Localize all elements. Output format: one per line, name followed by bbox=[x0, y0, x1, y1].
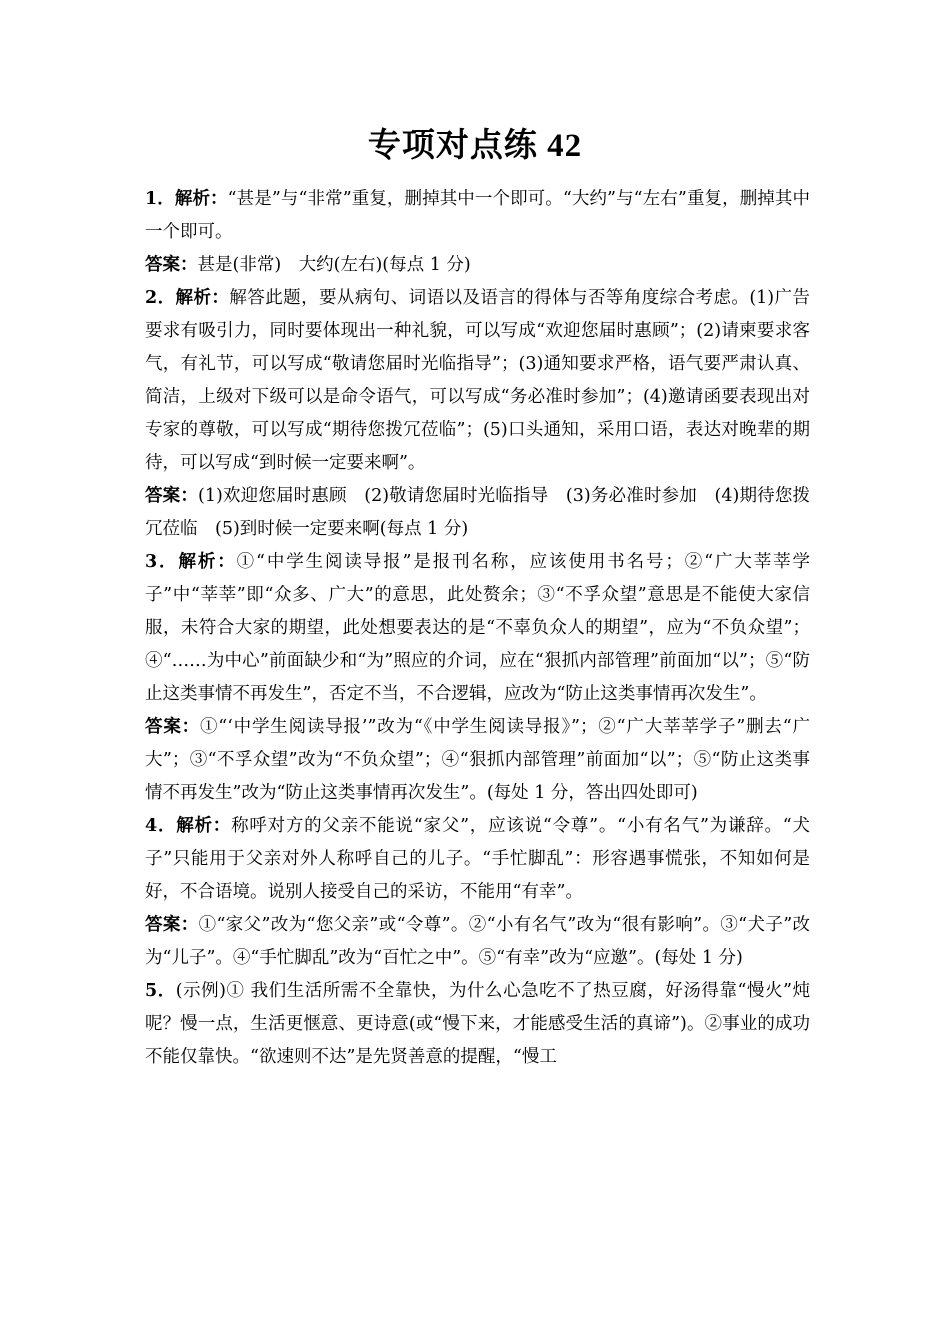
item-1-analysis bbox=[145, 183, 810, 249]
analysis-text: 称呼对方的父亲不能说“家父”，应该说“令尊”。“小有名气”为谦辞。“犬子”只能用于父亲对外人称呼自己的儿子。“手忙脚乱”：形容遇事慌张，不知如何是好，不合语境。说别人接受自己的采访，不能用“有幸”。 bbox=[145, 816, 811, 902]
item-number: 3． bbox=[145, 552, 179, 572]
item-number: 1． bbox=[145, 189, 175, 209]
item-3-analysis bbox=[145, 546, 810, 711]
analysis-label: 解析： bbox=[174, 189, 228, 209]
analysis-text: 解答此题，要从病句、词语以及语言的得体与否等角度综合考虑。(1)广告要求有吸引力，同时要体现出一种礼貌，可以写成“欢迎您届时惠顾”；(2)请柬要求客气，有礼节，可以写成“敬请您届时光临指导”；(3)通知要求严格，语气要严肃认真、简洁，上级对下级可以是命令语气，可以写成“务必准时参加”；(4)邀请函要表现出对专家的尊敬，可以写成“期待您拨冗莅临”；(5)口头通知，采用口语，表达对晚辈的期待，可以写成“到时候一定要来啊”。 bbox=[145, 288, 810, 473]
item-4-answer bbox=[145, 909, 810, 975]
item-number: 2． bbox=[145, 288, 176, 308]
item-4-analysis bbox=[145, 810, 810, 909]
item-number: 5． bbox=[145, 981, 176, 1001]
analysis-label: 解析： bbox=[178, 552, 237, 572]
answer-label: 答案： bbox=[145, 915, 199, 935]
item-5-body: (示例)① 我们生活所需不全靠快，为什么心急吃不了热豆腐，好汤得靠“慢火”炖呢？慢一点，生活更惬意、更诗意(或“慢下来，才能感受生活的真谛”)。②事业的成功不能仅靠快。“欲速则不达”是先贤善意的提醒，“慢工 bbox=[145, 981, 810, 1067]
answer-text: ①“家父”改为“您父亲”或“令尊”。②“小有名气”改为“很有影响”。③“犬子”改为“儿子”。④“手忙脚乱”改为“百忙之中”。⑤“有幸”改为“应邀”。(每处 1 分) bbox=[145, 915, 811, 968]
answer-text: (1)欢迎您届时惠顾 (2)敬请您届时光临指导 (3)务必准时参加 (4)期待您拨冗莅临 (5)到时候一定要来啊(每点 1 分) bbox=[145, 486, 811, 539]
item-3-answer bbox=[145, 711, 810, 810]
answer-label: 答案： bbox=[145, 255, 198, 275]
answer-label: 答案： bbox=[145, 486, 199, 506]
analysis-text: ①“中学生阅读导报”是报刊名称，应该使用书名号；②“广大莘莘学子”中“莘莘”即“众多、广大”的意思，此处赘余；③“不孚众望”意思是不能使大家信服，未符合大家的期望，此处想要表达的是“不辜负众人的期望”，应为“不负众望”；④“……为中心”前面缺少和“为”照应的介词，应在“狠抓内部管理”前面加“以”；⑤“防止这类事情不再发生”，否定不当，不合逻辑，应改为“防止这类事情再次发生”。 bbox=[145, 552, 810, 704]
answer-content bbox=[145, 183, 810, 1074]
item-2-answer bbox=[145, 480, 810, 546]
item-2-analysis bbox=[145, 282, 810, 480]
answer-label: 答案： bbox=[145, 717, 200, 737]
item-1-answer bbox=[145, 249, 810, 282]
analysis-text: “甚是”与“非常”重复，删掉其中一个即可。“大约”与“左右”重复，删掉其中一个即可。 bbox=[145, 189, 810, 242]
answer-text: ①“‘中学生阅读导报’”改为“《中学生阅读导报》”；②“广大莘莘学子”删去“广大”；③“不孚众望”改为“不负众望”；④“狠抓内部管理”前面加“以”；⑤“防止这类事情不再发生”改为“防止这类事情再次发生”。(每处 1 分，答出四处即可) bbox=[145, 717, 811, 803]
analysis-label: 解析： bbox=[176, 816, 232, 836]
page-title: 专项对点练 42 bbox=[367, 128, 583, 164]
analysis-label: 解析： bbox=[175, 288, 230, 308]
answer-text: 甚是(非常) 大约(左右)(每点 1 分) bbox=[197, 255, 471, 275]
item-number: 4． bbox=[145, 816, 177, 836]
item-5-text bbox=[145, 975, 810, 1074]
